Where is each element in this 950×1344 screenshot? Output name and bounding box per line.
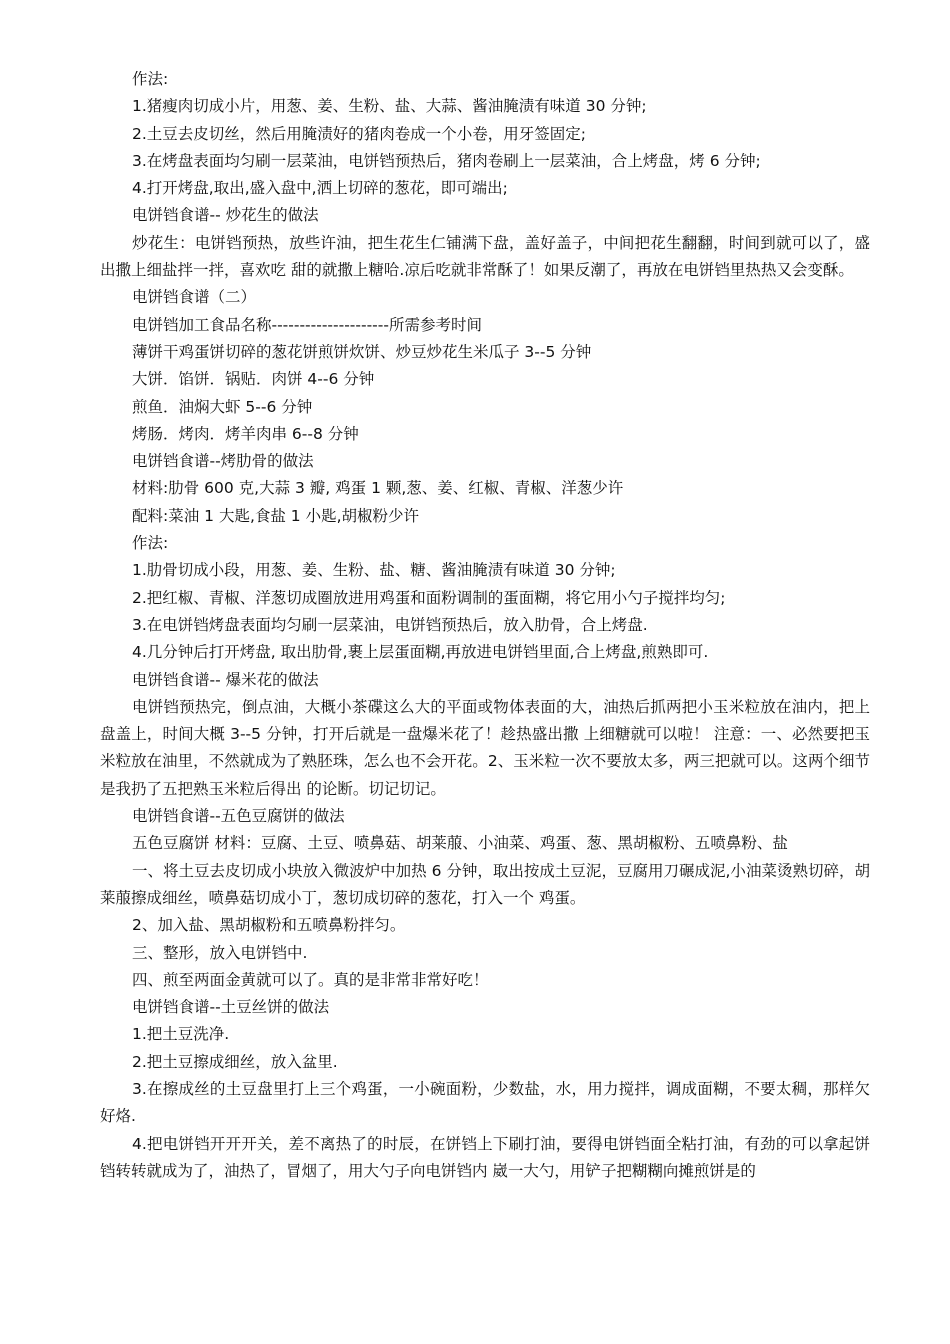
section-heading: 电饼铛食谱-- 炒花生的做法 xyxy=(132,206,319,225)
paragraph: 三、整形，放入电饼铛中. xyxy=(132,943,308,962)
paragraph: 1.猪瘦肉切成小片，用葱、姜、生粉、盐、大蒜、酱油腌渍有味道 30 分钟; xyxy=(132,97,647,116)
paragraph: 4.几分钟后打开烤盘, 取出肋骨,裹上层蛋面糊,再放进电饼铛里面,合上烤盘,煎熟即可. xyxy=(132,643,709,662)
paragraph: 4.把电饼铛开开开关，差不离热了的时辰，在饼铛上下刷打油，要得电饼铛面全粘打油，有劲的可以拿起饼铛转转就成为了，油热了，冒烟了，用大勺子向电饼铛内 崴一大勺，用铲子把糊糊向摊煎饼是的 xyxy=(100,1134,870,1180)
paragraph: 配料:菜油 1 大匙,食盐 1 小匙,胡椒粉少许 xyxy=(132,506,420,525)
paragraph: 作法: xyxy=(132,534,169,553)
paragraph: 作法: xyxy=(132,70,169,88)
paragraph: 3.在擦成丝的土豆盘里打上三个鸡蛋，一小碗面粉，少数盐，水，用力搅拌，调成面糊，不要太稠，那样欠好烙. xyxy=(100,1079,870,1126)
paragraph: 四、煎至两面金黄就可以了。真的是非常非常好吃！ xyxy=(132,970,489,989)
section-heading: 电饼铛食谱--土豆丝饼的做法 xyxy=(132,998,330,1017)
paragraph: 一、将土豆去皮切成小块放入微波炉中加热 6 分钟，取出按成土豆泥，豆腐用刀碾成泥,小油菜烫熟切碎，胡莱菔擦成细丝，喷鼻菇切成小丁，葱切成切碎的葱花，打入一个 鸡蛋。 xyxy=(100,861,870,907)
document-body xyxy=(100,66,870,1185)
paragraph: 五色豆腐饼 材料：豆腐、土豆、喷鼻菇、胡莱菔、小油菜、鸡蛋、葱、黑胡椒粉、五喷鼻粉、盐 xyxy=(132,834,788,853)
paragraph: 3.在烤盘表面均匀刷一层菜油，电饼铛预热后，猪肉卷刷上一层菜油，合上烤盘，烤 6 分钟; xyxy=(132,151,761,170)
paragraph: 1.肋骨切成小段，用葱、姜、生粉、盐、糖、酱油腌渍有味道 30 分钟; xyxy=(132,561,616,580)
section-heading: 电饼铛食谱-- 爆米花的做法 xyxy=(132,670,319,689)
paragraph: 煎鱼．油焖大虾 5--6 分钟 xyxy=(132,397,313,416)
paragraph: 大饼．馅饼．锅贴．肉饼 4--6 分钟 xyxy=(132,370,375,389)
paragraph: 2.把土豆擦成细丝，放入盆里. xyxy=(132,1052,338,1071)
paragraph: 2.把红椒、青椒、洋葱切成圈放进用鸡蛋和面粉调制的蛋面糊，将它用小勺子搅拌均匀; xyxy=(132,588,726,607)
paragraph: 1.把土豆洗净. xyxy=(132,1025,230,1044)
paragraph: 薄饼干鸡蛋饼切碎的葱花饼煎饼炊饼、炒豆炒花生米瓜子 3--5 分钟 xyxy=(132,342,592,361)
paragraph: 炒花生：电饼铛预热，放些许油，把生花生仁铺满下盘，盖好盖子，中间把花生翻翻，时间到就可以了，盛出撒上细盐拌一拌，喜欢吃 甜的就撒上糖哈.凉后吃就非常酥了！如果反潮了，再放在电饼铛里热热又会变酥。 xyxy=(100,233,870,280)
section-heading: 电饼铛食谱（二） xyxy=(132,288,257,307)
paragraph: 2.土豆去皮切丝，然后用腌渍好的猪肉卷成一个小卷，用牙签固定; xyxy=(132,124,587,143)
paragraph: 2、加入盐、黑胡椒粉和五喷鼻粉拌匀。 xyxy=(132,916,406,935)
section-heading: 电饼铛食谱--烤肋骨的做法 xyxy=(132,452,314,471)
paragraph: 材料:肋骨 600 克,大蒜 3 瓣, 鸡蛋 1 颗,葱、姜、红椒、青椒、洋葱少许 xyxy=(132,479,624,498)
paragraph: 烤肠．烤肉．烤羊肉串 6--8 分钟 xyxy=(132,424,359,443)
paragraph: 3.在电饼铛烤盘表面均匀刷一层菜油，电饼铛预热后，放入肋骨，合上烤盘. xyxy=(132,615,648,634)
section-heading: 电饼铛食谱--五色豆腐饼的做法 xyxy=(132,807,345,826)
paragraph: 电饼铛加工食品名称---------------------所需参考时间 xyxy=(132,315,482,334)
paragraph: 4.打开烤盘,取出,盛入盘中,洒上切碎的葱花，即可端出; xyxy=(132,179,508,198)
paragraph: 电饼铛预热完，倒点油，大概小茶碟这么大的平面或物体表面的大，油热后抓两把小玉米粒放在油内，把上盘盖上，时间大概 3--5 分钟，打开后就是一盘爆米花了！趁热盛出撒 上细糖就可以啦！ 注意：一、必然要把玉米粒放在油里，不然就成为了熟胚珠，怎么也不会开花。2、玉米粒一次不要放太多，两三把就可以。这两个细节是我扔了五把熟玉米粒后得出 的论断。切记切记。 xyxy=(100,697,870,798)
